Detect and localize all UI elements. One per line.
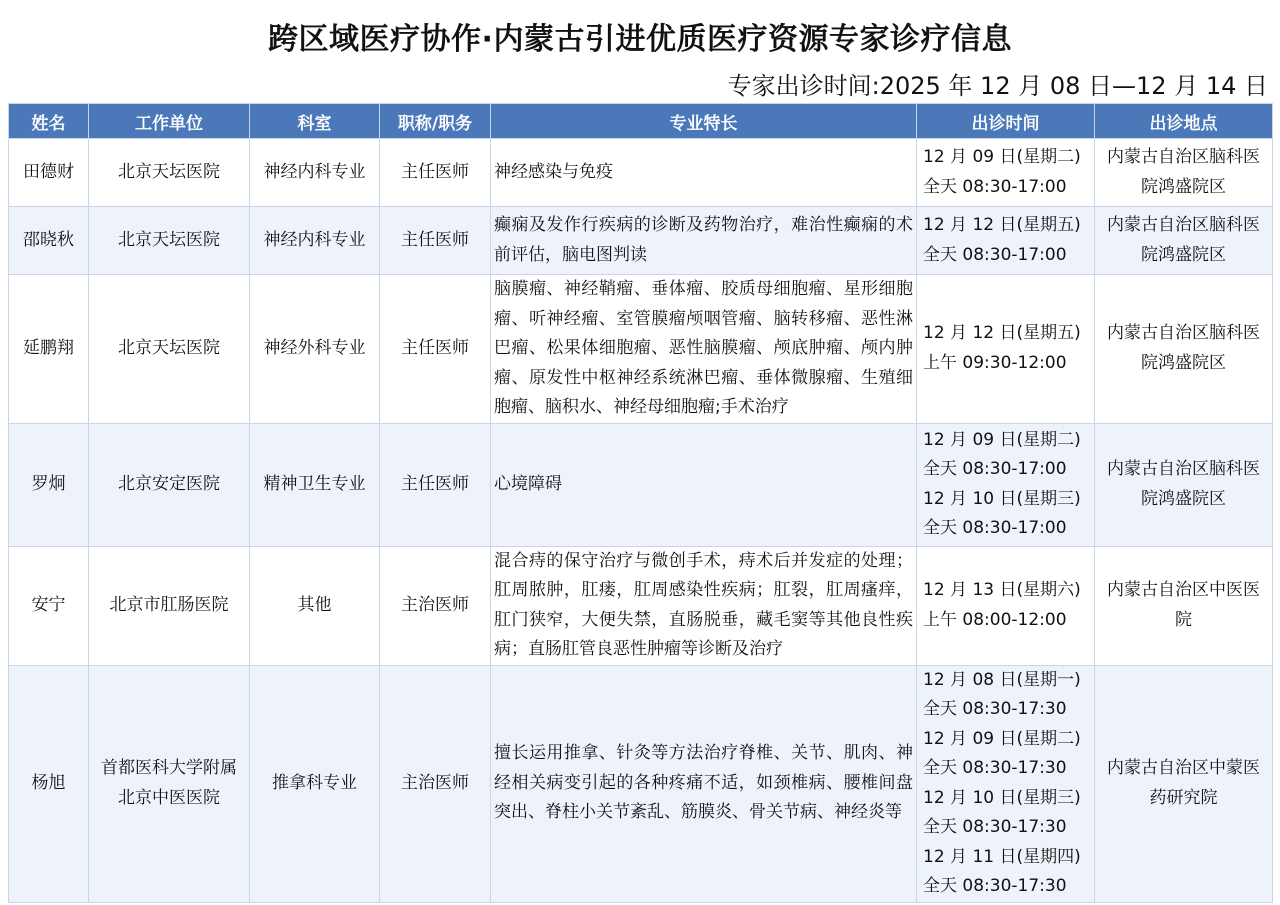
cell-title: 主任医师	[380, 207, 491, 275]
cell-specialty: 癫痫及发作行疾病的诊断及药物治疗，难治性癫痫的术前评估，脑电图判读	[491, 207, 917, 275]
page-title: 跨区域医疗协作·内蒙古引进优质医疗资源专家诊疗信息	[268, 22, 1012, 57]
cell-title: 主治医师	[380, 665, 491, 902]
table-row	[9, 207, 1273, 275]
table-row	[9, 665, 1273, 902]
cell-dept: 其他	[250, 546, 380, 665]
header-time: 出诊时间	[917, 104, 1095, 139]
cell-specialty: 混合痔的保守治疗与微创手术，痔术后并发症的处理；肛周脓肿，肛瘘，肛周感染性疾病；肛裂，肛周瘙痒，肛门狭窄，大便失禁，直肠脱垂，藏毛窦等其他良性疾病；直肠肛管良恶性肿瘤等诊断及治疗	[491, 546, 917, 665]
table-row	[9, 275, 1273, 424]
cell-name: 罗炯	[9, 423, 89, 546]
cell-unit: 北京市肛肠医院	[89, 546, 250, 665]
cell-time: 12 月 13 日(星期六) 上午 08:00-12:00	[917, 546, 1095, 665]
cell-name: 邵晓秋	[9, 207, 89, 275]
cell-title: 主任医师	[380, 139, 491, 207]
header-specialty: 专业特长	[491, 104, 917, 139]
cell-name: 延鹏翔	[9, 275, 89, 424]
cell-place: 内蒙古自治区脑科医 院鸿盛院区	[1095, 423, 1273, 546]
visit-period: 专家出诊时间:2025 年 12 月 08 日—12 月 14 日	[727, 72, 1268, 100]
cell-place: 内蒙古自治区脑科医 院鸿盛院区	[1095, 207, 1273, 275]
cell-title: 主任医师	[380, 423, 491, 546]
cell-time: 12 月 09 日(星期二) 全天 08:30-17:00 12 月 10 日(星期三) 全天 08:30-17:00	[917, 423, 1095, 546]
header-place: 出诊地点	[1095, 104, 1273, 139]
cell-specialty: 心境障碍	[491, 423, 917, 546]
cell-time: 12 月 12 日(星期五) 全天 08:30-17:00	[917, 207, 1095, 275]
cell-title: 主任医师	[380, 275, 491, 424]
expert-schedule-table	[8, 103, 1273, 903]
table-row	[9, 546, 1273, 665]
cell-specialty: 神经感染与免疫	[491, 139, 917, 207]
cell-name: 杨旭	[9, 665, 89, 902]
cell-dept: 神经内科专业	[250, 139, 380, 207]
cell-dept: 神经内科专业	[250, 207, 380, 275]
cell-place: 内蒙古自治区脑科医 院鸿盛院区	[1095, 275, 1273, 424]
header-name: 姓名	[9, 104, 89, 139]
cell-place: 内蒙古自治区中医医 院	[1095, 546, 1273, 665]
table-header-row	[9, 104, 1273, 139]
cell-place: 内蒙古自治区中蒙医 药研究院	[1095, 665, 1273, 902]
cell-name: 田德财	[9, 139, 89, 207]
cell-dept: 精神卫生专业	[250, 423, 380, 546]
cell-time: 12 月 09 日(星期二) 全天 08:30-17:00	[917, 139, 1095, 207]
header-unit: 工作单位	[89, 104, 250, 139]
cell-time: 12 月 12 日(星期五) 上午 09:30-12:00	[917, 275, 1095, 424]
cell-unit: 北京安定医院	[89, 423, 250, 546]
cell-unit: 首都医科大学附属 北京中医医院	[89, 665, 250, 902]
table-row	[9, 423, 1273, 546]
cell-specialty: 脑膜瘤、神经鞘瘤、垂体瘤、胶质母细胞瘤、星形细胞瘤、听神经瘤、室管膜瘤颅咽管瘤、脑转移瘤、恶性淋巴瘤、松果体细胞瘤、恶性脑膜瘤、颅底肿瘤、颅内肿瘤、原发性中枢神经系统淋巴瘤、垂体微腺瘤、生殖细胞瘤、脑积水、神经母细胞瘤;手术治疗	[491, 275, 917, 424]
cell-title: 主治医师	[380, 546, 491, 665]
cell-dept: 推拿科专业	[250, 665, 380, 902]
header-title: 职称/职务	[380, 104, 491, 139]
cell-unit: 北京天坛医院	[89, 207, 250, 275]
cell-dept: 神经外科专业	[250, 275, 380, 424]
cell-place: 内蒙古自治区脑科医 院鸿盛院区	[1095, 139, 1273, 207]
cell-specialty: 擅长运用推拿、针灸等方法治疗脊椎、关节、肌肉、神经相关病变引起的各种疼痛不适，如颈椎病、腰椎间盘突出、脊柱小关节紊乱、筋膜炎、骨关节病、神经炎等	[491, 665, 917, 902]
table-row	[9, 139, 1273, 207]
cell-unit: 北京天坛医院	[89, 275, 250, 424]
cell-name: 安宁	[9, 546, 89, 665]
cell-unit: 北京天坛医院	[89, 139, 250, 207]
cell-time: 12 月 08 日(星期一) 全天 08:30-17:30 12 月 09 日(星期二) 全天 08:30-17:30 12 月 10 日(星期三) 全天 08:30-17:30 12 月 11 日(星期四) 全天 08:30-17:30	[917, 665, 1095, 902]
header-dept: 科室	[250, 104, 380, 139]
